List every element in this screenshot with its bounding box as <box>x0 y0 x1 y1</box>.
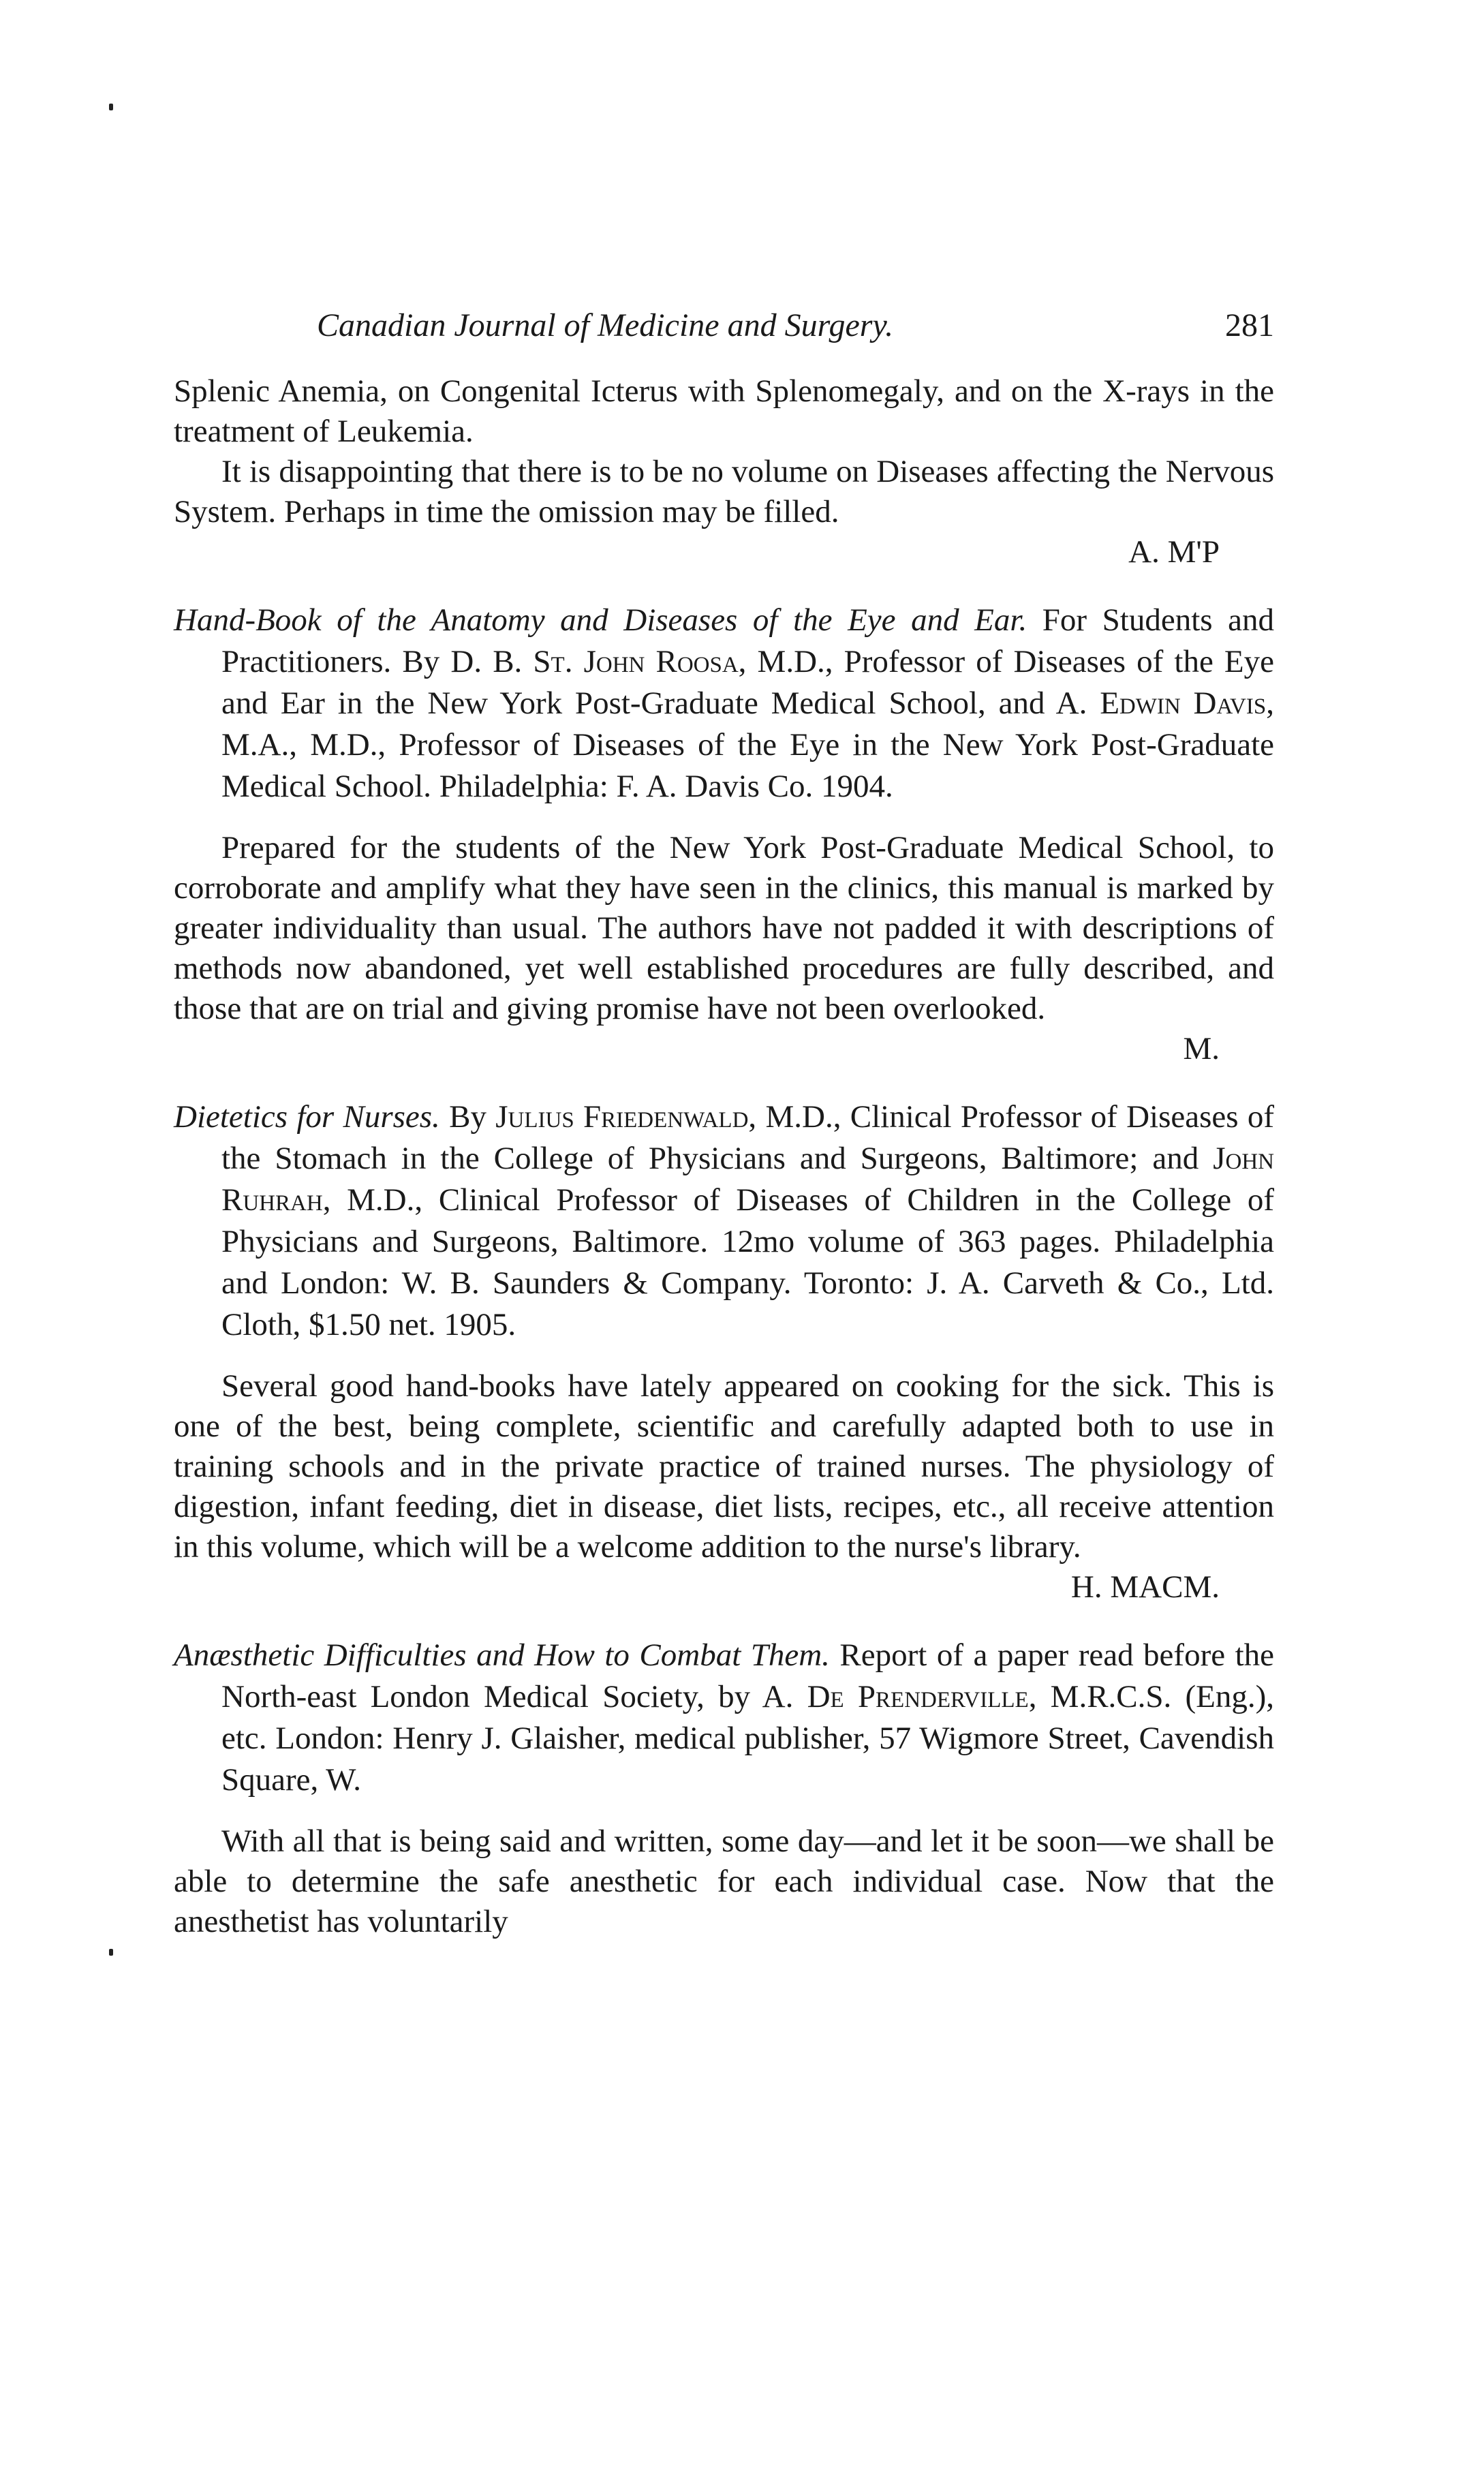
continuation-paragraph-1: Splenic Anemia, on Congenital Icterus with Splenomegaly, and on the X-rays in the treatment of Leukemia. <box>174 373 1274 449</box>
book-title: Dietetics for Nurses. <box>174 1099 440 1135</box>
author-name: Edwin Davis <box>1100 686 1267 721</box>
margin-speck-top <box>109 104 113 110</box>
review-body: Several good hand-books have lately appeared on cooking for the sick. This is one of the best, being complete, scientific and carefully adapted both to use in training schools and in the private practice of trained nurses. The physiology of digestion, infant feeding, diet in disease, diet lists, recipes, etc., all receive attention in this volume, which will be a welcome addition to the nurse's library. <box>174 1368 1274 1565</box>
continuation-paragraph-2: It is disappointing that there is to be no volume on Diseases affecting the Nervous System. Perhaps in time the omission may be filled. <box>174 454 1274 529</box>
author-name: Julius Friedenwald <box>495 1099 749 1135</box>
review-header <box>174 1096 1274 1346</box>
review-body: With all that is being said and written, some day—and let it be soon—we shall be able to determine the safe anesthetic for each individual case. Now that the anesthetist has voluntarily <box>174 1823 1274 1939</box>
book-title: Anæsthetic Difficulties and How to Combat Them. <box>174 1637 830 1673</box>
review-entry-3 <box>174 1635 1274 1942</box>
continuation-signature: A. M'P <box>1128 534 1220 570</box>
review-header-text: , M.D., Clinical Professor of Diseases of Children in the College of Physicians and Surgeons, Baltimore. 12mo volume of 363 pages. Philadelphia and London: W. B. Saunders & Company. Toronto: J. A. Carveth & Co., Ltd. Cloth, $1.50 net. 1905. <box>221 1182 1274 1342</box>
review-entry-2 <box>174 1096 1274 1607</box>
review-header-text: Report of a paper read before the North-east London Medical Society, by A. <box>221 1637 1274 1714</box>
journal-title: Canadian Journal of Medicine and Surgery. <box>317 307 894 343</box>
author-name: John Ruhrah <box>221 1141 1274 1218</box>
review-entry-1 <box>174 600 1274 1069</box>
review-signature: M. <box>1183 1031 1220 1066</box>
review-signature: H. MACM. <box>1070 1569 1220 1605</box>
margin-speck-left <box>109 1949 113 1956</box>
review-header-text: , M.R.C.S. (Eng.), etc. London: Henry J. Glaisher, medical publisher, 57 Wigmore Street, Cavendish Square, W. <box>221 1679 1275 1798</box>
document-page <box>174 307 1274 1942</box>
review-header-text: , M.D., Clinical Professor of Diseases of the Stomach in the College of Physicians and Surgeons, Baltimore; and <box>221 1099 1274 1176</box>
review-header <box>174 1635 1274 1801</box>
page-number: 281 <box>1225 307 1274 343</box>
review-body: Prepared for the students of the New York Post-Graduate Medical School, to corroborate and amplify what they have seen in the clinics, this manual is marked by greater individuality than usual. The authors have not padded it with descriptions of methods now abandoned, yet well established procedures are fully described, and those that are on trial and giving promise have not been overlooked. <box>174 830 1274 1026</box>
continuation-section <box>174 371 1274 572</box>
review-header-text: , M.D., Professor of Diseases of the Eye and Ear in the New York Post-Graduate Medical School, and A. <box>221 644 1275 721</box>
running-head <box>174 307 1274 344</box>
book-title: Hand-Book of the Anatomy and Diseases of the Eye and Ear. <box>174 602 1027 638</box>
author-name: St. John Roosa <box>533 644 739 679</box>
review-header-text: , M.A., M.D., Professor of Diseases of the Eye in the New York Post-Graduate Medical School. Philadelphia: F. A. Davis Co. 1904. <box>221 686 1274 804</box>
review-header-text: For Students and Practitioners. By D. B. <box>221 602 1274 679</box>
author-name: De Prenderville <box>807 1679 1029 1714</box>
review-header <box>174 600 1274 807</box>
review-header-text: By <box>439 1099 496 1135</box>
